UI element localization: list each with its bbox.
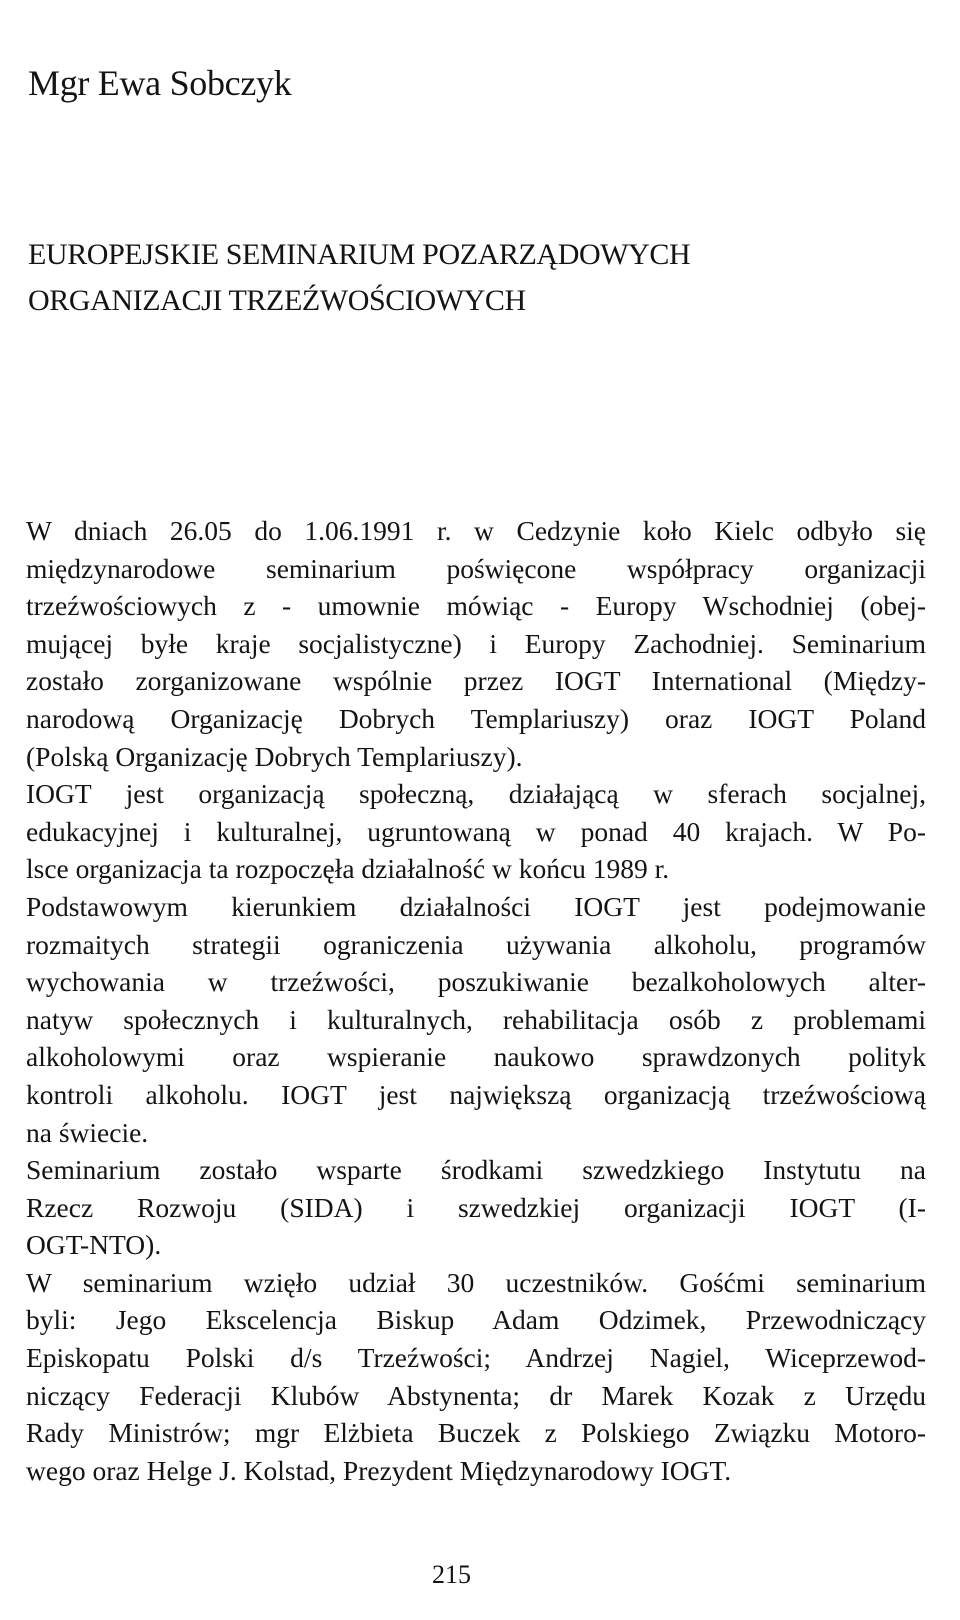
author-name: Mgr Ewa Sobczyk [28, 63, 292, 103]
body-line: IOGT jest organizacją społeczną, działającą w sferach socjalnej, [26, 778, 926, 810]
body-line: Rady Ministrów; mgr Elżbieta Buczek z Polskiego Związku Motoro- [26, 1417, 926, 1449]
title-line: ORGANIZACJI TRZEŹWOŚCIOWYCH [28, 284, 526, 317]
body-line: W seminarium wzięło udział 30 uczestników. Gośćmi seminarium [26, 1266, 926, 1298]
body-line: międzynarodowe seminarium poświęcone współpracy organizacji [26, 552, 926, 584]
body-line: Episkopatu Polski d/s Trzeźwości; Andrzej Nagiel, Wiceprzewod- [26, 1342, 926, 1374]
title-line: EUROPEJSKIE SEMINARIUM POZARZĄDOWYCH [28, 238, 691, 271]
body-line: lsce organizacja ta rozpoczęła działalność w końcu 1989 r. [26, 853, 670, 885]
body-line: edukacyjnej i kulturalnej, ugruntowaną w ponad 40 krajach. W Po- [26, 815, 926, 847]
body-line: byli: Jego Ekscelencja Biskup Adam Odzimek, Przewodniczący [26, 1304, 926, 1336]
body-line: trzeźwościowych z - umownie mówiąc - Europy Wschodniej (obej- [26, 590, 926, 622]
body-line: rozmaitych strategii ograniczenia używania alkoholu, programów [26, 928, 926, 960]
body-line: wychowania w trzeźwości, poszukiwanie bezalkoholowych alter- [26, 966, 926, 998]
body-line: mującej byłe kraje socjalistyczne) i Europy Zachodniej. Seminarium [26, 627, 926, 659]
body-line: na świecie. [26, 1116, 149, 1148]
body-line: Seminarium zostało wsparte środkami szwedzkiego Instytutu na [26, 1154, 926, 1186]
body-line: zostało zorganizowane wspólnie przez IOGT International (Między- [26, 665, 926, 697]
body-line: W dniach 26.05 do 1.06.1991 r. w Cedzynie koło Kielc odbyło się [26, 515, 926, 546]
body-line: alkoholowymi oraz wspieranie naukowo sprawdzonych polityk [26, 1041, 926, 1073]
article-body [26, 512, 926, 1489]
body-line: natyw społecznych i kulturalnych, rehabilitacja osób z problemami [26, 1003, 926, 1035]
body-line: Rzecz Rozwoju (SIDA) i szwedzkiej organizacji IOGT (I- [26, 1191, 926, 1223]
body-line: niczący Federacji Klubów Abstynenta; dr Marek Kozak z Urzędu [26, 1379, 926, 1411]
body-line: wego oraz Helge J. Kolstad, Prezydent Międzynarodowy IOGT. [26, 1454, 732, 1486]
body-line: Podstawowym kierunkiem działalności IOGT jest podejmowanie [26, 890, 926, 922]
body-line: narodową Organizację Dobrych Templariuszy) oraz IOGT Poland [26, 702, 926, 734]
body-line: (Polską Organizację Dobrych Templariuszy). [26, 740, 523, 772]
article-title [28, 232, 690, 324]
page-number: 215 [432, 1560, 471, 1589]
body-line: kontroli alkoholu. IOGT jest największą organizacją trzeźwościową [26, 1078, 926, 1110]
body-line: OGT-NTO). [26, 1229, 162, 1261]
